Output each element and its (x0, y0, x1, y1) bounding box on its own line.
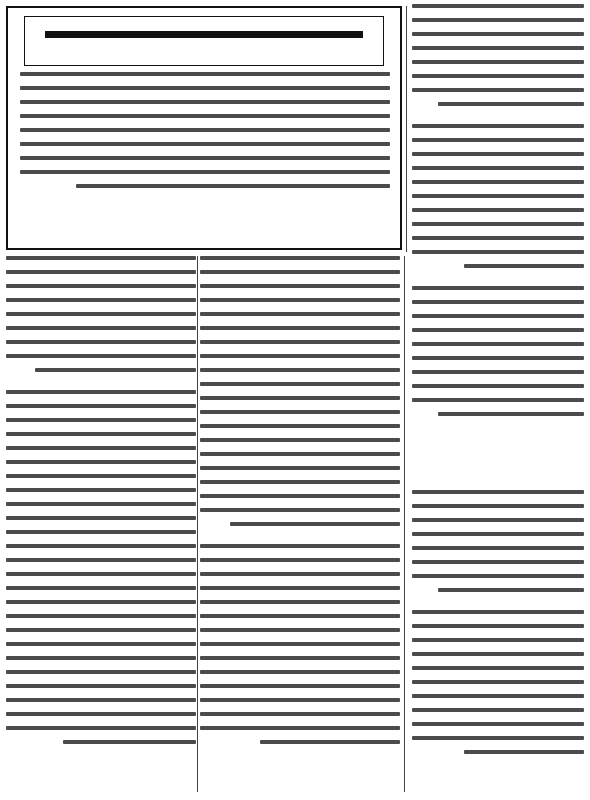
feature-article-credit (20, 226, 390, 244)
feature-article-title-box (24, 16, 384, 66)
column-right-bottom (412, 490, 584, 792)
feature-article-title (25, 17, 383, 31)
feature-article-box (6, 6, 402, 250)
column-middle (200, 256, 400, 792)
column-right-top (412, 4, 584, 484)
column-left (6, 256, 196, 792)
feature-article-body (20, 72, 390, 222)
